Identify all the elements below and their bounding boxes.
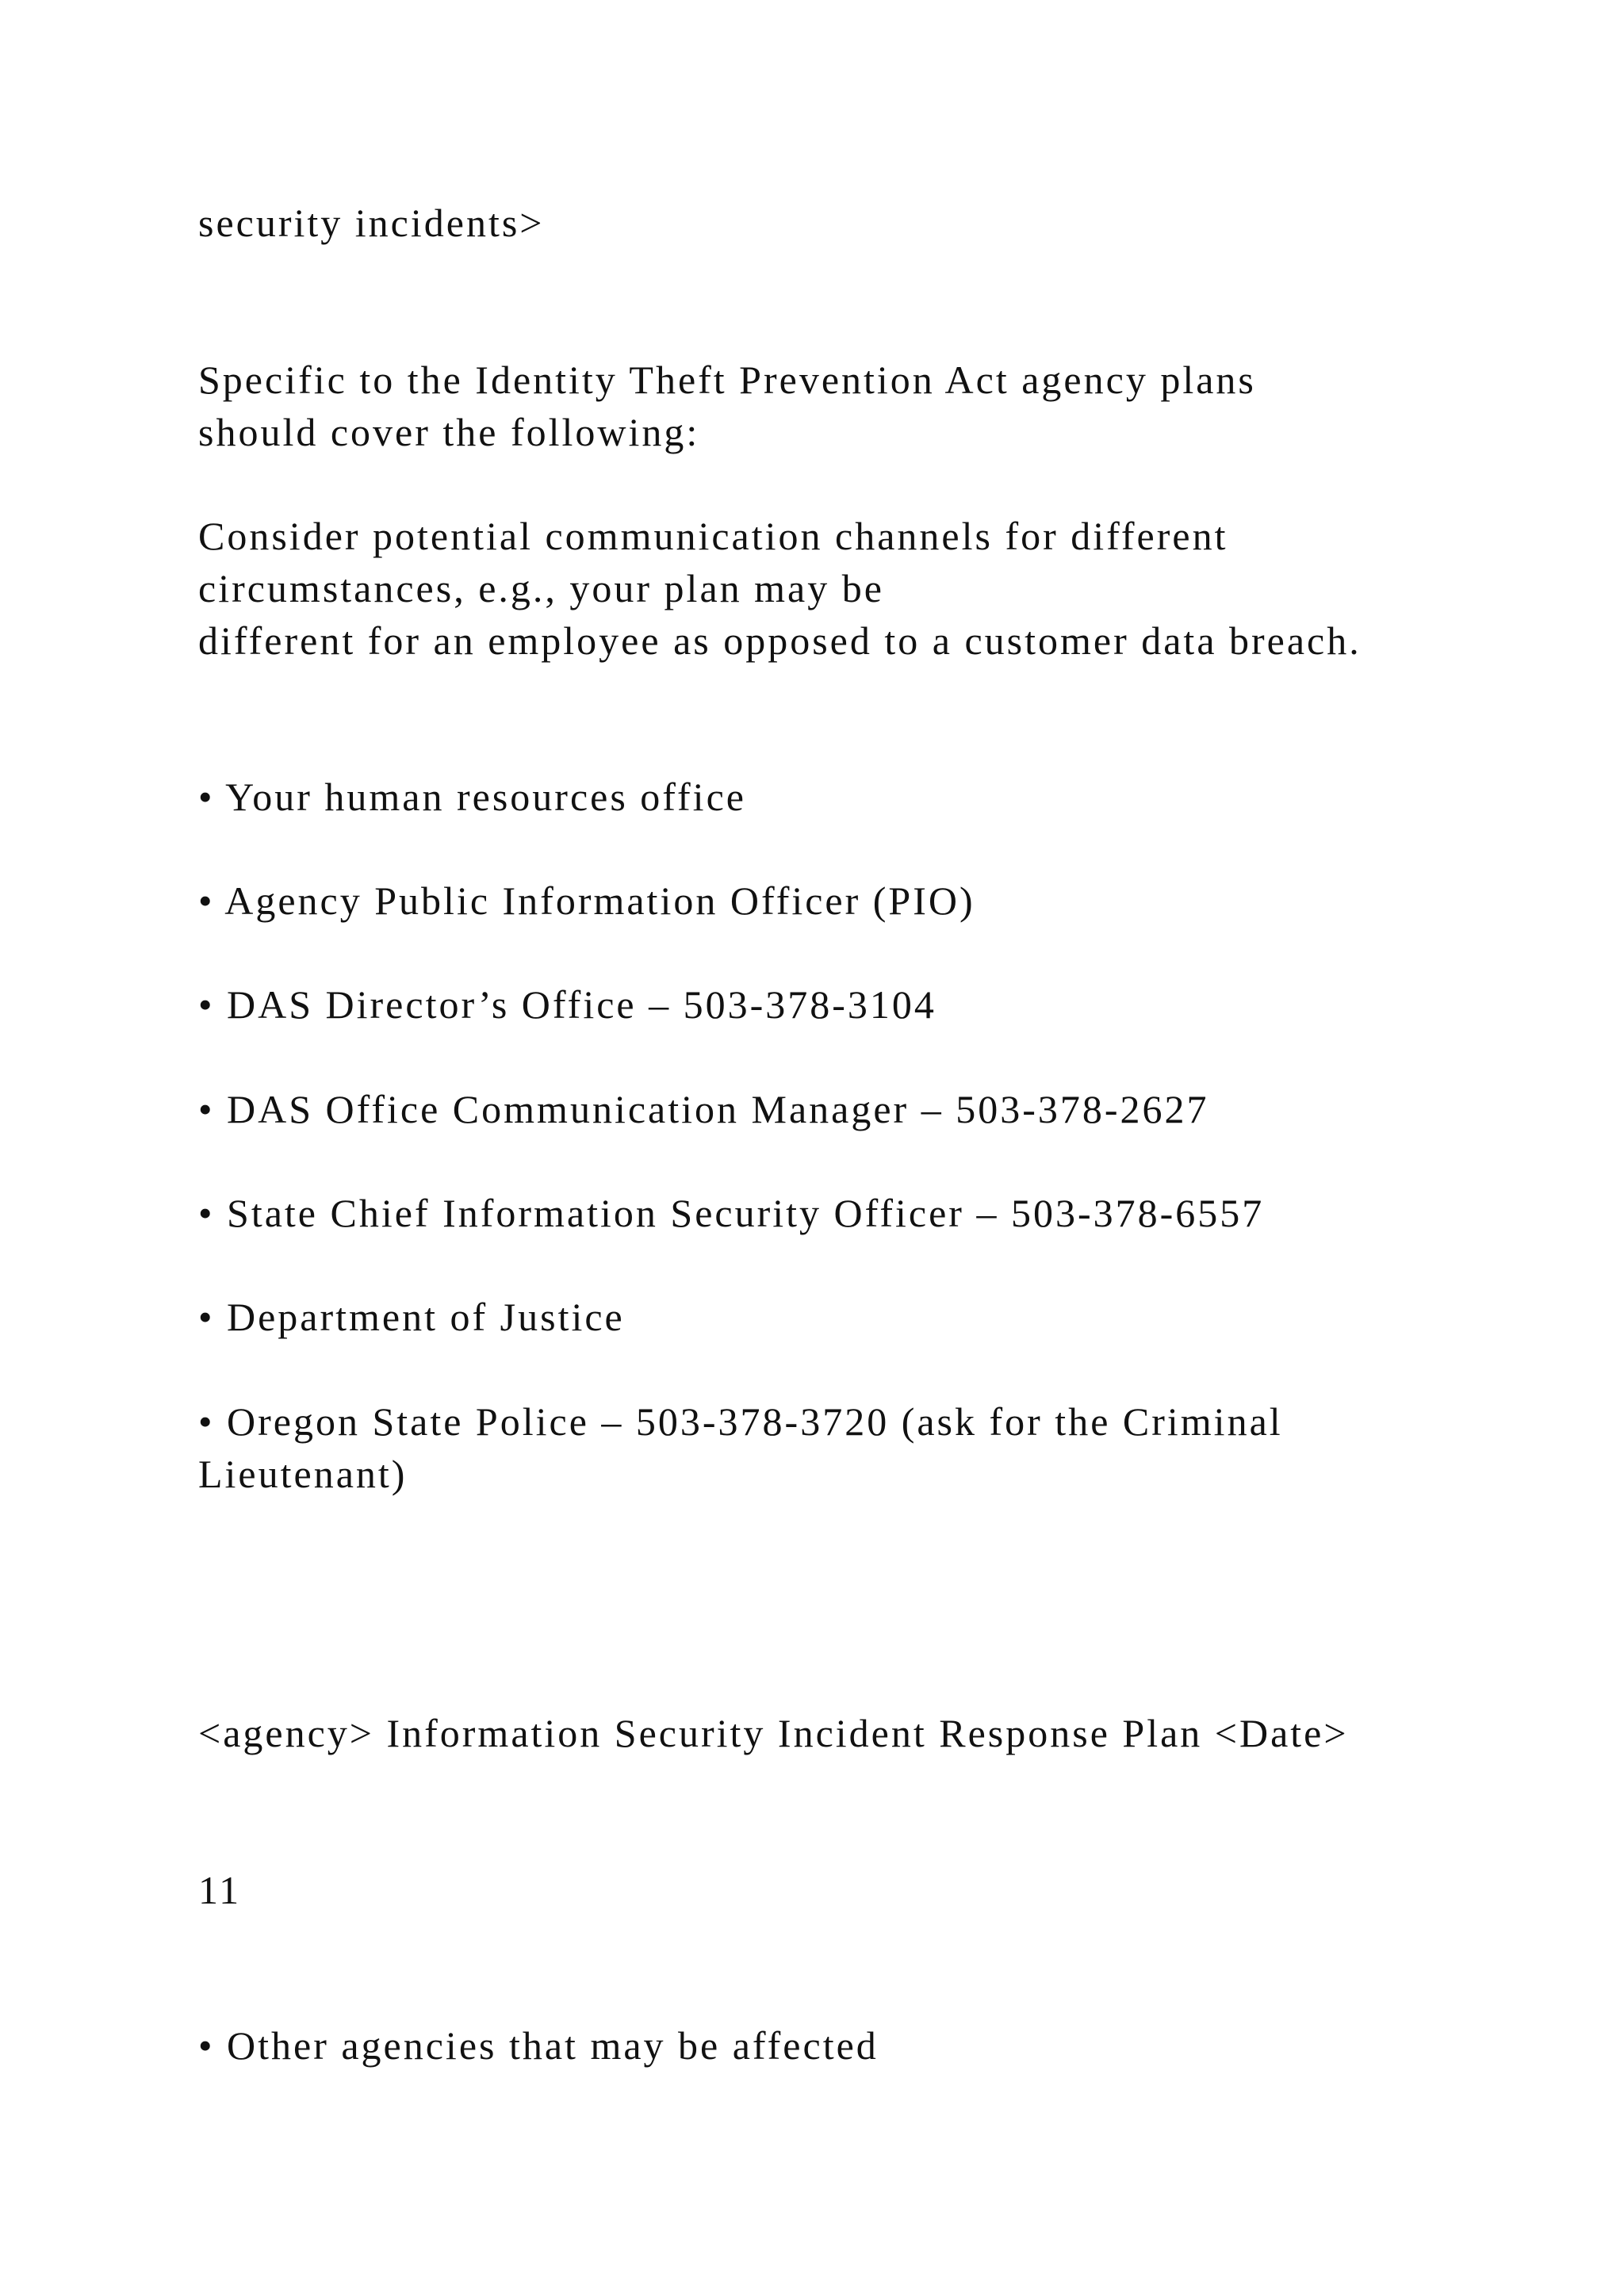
contact-item-osp-continuation: Lieutenant): [198, 1452, 408, 1496]
contact-item-doj: • Department of Justice: [198, 1295, 625, 1339]
contact-item-ciso: • State Chief Information Security Officer – 503-378-6557: [198, 1191, 1265, 1235]
contact-item-das-director: • DAS Director’s Office – 503-378-3104: [198, 982, 936, 1027]
contact-item-hr: • Your human resources office: [198, 775, 746, 819]
intro-line-2: should cover the following:: [198, 410, 700, 454]
consider-line-1: Consider potential communication channels for different: [198, 514, 1228, 558]
page-number: 11: [198, 1868, 242, 1912]
intro-line-1: Specific to the Identity Theft Prevention Act agency plans: [198, 358, 1256, 402]
top-fragment-text: security incidents>: [198, 201, 545, 245]
consider-line-3: different for an employee as opposed to a customer data breach.: [198, 618, 1362, 663]
contact-item-pio: • Agency Public Information Officer (PIO): [198, 878, 975, 923]
contact-item-osp: • Oregon State Police – 503-378-3720 (ask for the Criminal: [198, 1399, 1283, 1444]
next-page-item: • Other agencies that may be affected: [198, 2023, 879, 2068]
footer-title: <agency> Information Security Incident Response Plan <Date>: [198, 1711, 1349, 1755]
consider-line-2: circumstances, e.g., your plan may be: [198, 566, 884, 610]
contact-item-das-communication: • DAS Office Communication Manager – 503-378-2627: [198, 1087, 1209, 1131]
